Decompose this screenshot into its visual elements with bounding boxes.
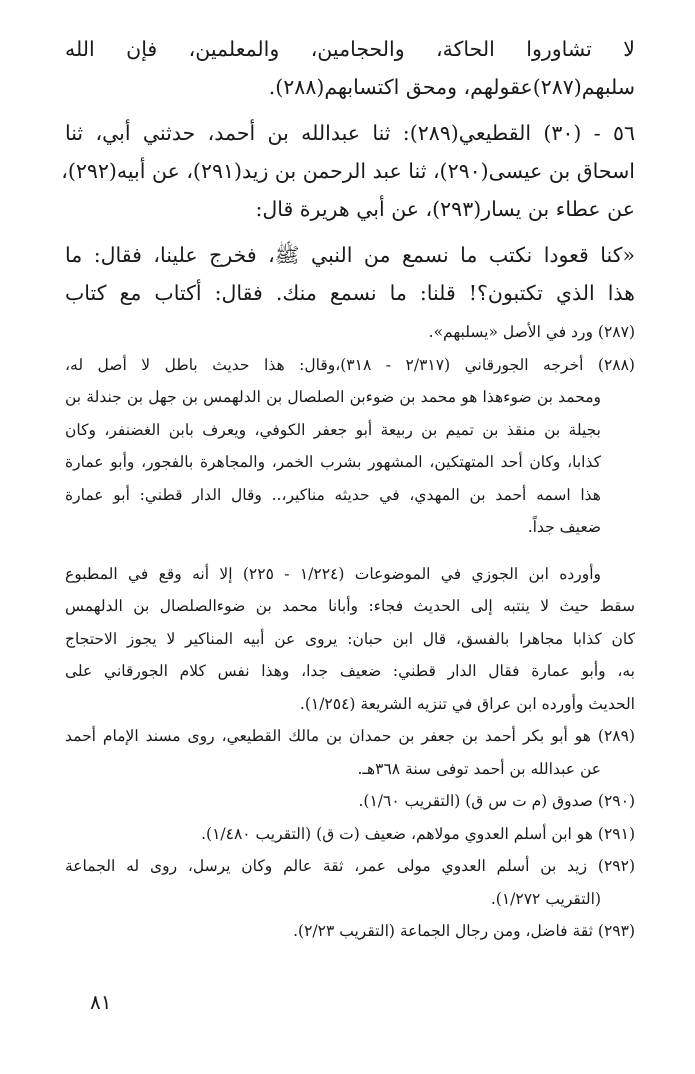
page-body <box>61 30 635 948</box>
footnote-288-line-1: (٢٨٨) أخرجه الجورقاني (٢/٣١٧ - ٣١٨)،وقال: هذا حديث باطل لا أصل له، <box>65 355 635 374</box>
main-line-2: سلبهم(٢٨٧)عقولهم، ومحق اكتسابهم(٢٨٨). <box>268 75 635 99</box>
main-text <box>61 30 635 312</box>
footnote-288b-line-5: الحديث وأورده ابن عراق في تنزيه الشريعة (١/٢٥٤). <box>299 694 635 713</box>
footnote-289-line-1: (٢٨٩) هو أبو بكر أحمد بن جعفر بن حمدان بن مالك القطيعي، روى مسند الإمام أحمد <box>65 727 635 745</box>
main-line-1: لا تشاوروا الحاكة، والحجامين، والمعلمين، فإن الله <box>65 37 635 61</box>
footnote-292-line-1: (٢٩٢) زيد بن أسلم العدوي مولى عمر، ثقة عالم وكان يرسل، روى له الجماعة <box>65 857 635 875</box>
footnote-287: (٢٨٧) ورد في الأصل «يسلبهم». <box>428 323 635 341</box>
footnote-288-line-5: هذا اسمه أحمد بن المهدي، في حديثه مناكير،.. وقال الدار قطني: أبو عمارة <box>65 485 601 504</box>
footnote-288-line-4: كذابا، وكان أحد المتهتكين، المشهور بشرب الخمر، والمجاهرة بالفجور، وأبو عمارة <box>65 453 601 471</box>
hadith-56-line-2: اسحاق بن عيسى(٢٩٠)، ثنا عبد الرحمن بن زيد(٢٩١)، عن أبيه(٢٩٢)، <box>61 159 635 183</box>
hadith-56-line-3: عن عطاء بن يسار(٢٩٣)، عن أبي هريرة قال: <box>255 197 635 221</box>
hadith-56-line-1: ٥٦ - (٣٠) القطيعي(٢٨٩): ثنا عبدالله بن أحمد، حدثني أبي، ثنا <box>65 121 635 145</box>
footnotes <box>65 316 635 948</box>
footnote-288 <box>65 349 635 544</box>
footnote-288-continued <box>65 558 635 721</box>
footnote-288b-line-3: كان كذابا مجاهرا بالفسق، قال ابن حبان: يروى عن أبيه المناكير لا يجوز الاحتجاج <box>65 629 635 648</box>
hadith-56-matn-line-2: هذا الذي تكتبون؟! قلنا: ما نسمع منك. فقال: أكتاب مع كتاب <box>65 281 635 305</box>
page-number: ٨١ <box>90 990 112 1014</box>
footnote-288b-line-4: به، وأبو عمارة فقال الدار قطني: ضعيف جدا، وهذا نفس كلام الجورقاني على <box>65 662 635 680</box>
footnote-289-line-2: عن عبدالله بن أحمد توفى سنة ٣٦٨هـ. <box>357 759 601 778</box>
footnote-288-line-6: ضعيف جداً. <box>527 518 601 536</box>
footnote-288b-line-2: سقط حيث لا ينتبه إلى الحديث فجاء: وأبانا محمد بن ضوءالصلصال بن الدلهمس <box>65 597 635 615</box>
footnote-291: (٢٩١) هو ابن أسلم العدوي مولاهم، ضعيف (ت ق) (التقريب ١/٤٨٠). <box>201 824 635 843</box>
footnote-293: (٢٩٣) ثقة فاضل، ومن رجال الجماعة (التقريب ٢/٢٣). <box>293 922 635 940</box>
footnote-292 <box>65 850 635 915</box>
footnote-289 <box>65 720 635 785</box>
footnote-288-line-2: ومحمد بن ضوءهذا هو محمد بن ضوءبن الصلصال بن الدلهمس بن جهل بن جندلة بن <box>65 388 601 406</box>
footnote-288-line-3: بجيلة بن منقذ بن تميم بن ربيعة أبو جعفر الكوفي، ويعرف بابن الغضنفر، وكان <box>65 420 601 439</box>
footnote-290: (٢٩٠) صدوق (م ت س ق) (التقريب ١/٦٠). <box>358 792 635 810</box>
hadith-56-matn-line-1: «كنا قعودا نكتب ما نسمع من النبي ﷺ، فخرج علينا، فقال: ما <box>65 243 635 267</box>
footnote-292-line-2: (التقريب ١/٢٧٢). <box>490 889 601 908</box>
footnote-288b-line-1: وأورده ابن الجوزي في الموضوعات (١/٢٢٤ - ٢٢٥) إلا أنه وقع في المطبوع <box>65 564 602 583</box>
